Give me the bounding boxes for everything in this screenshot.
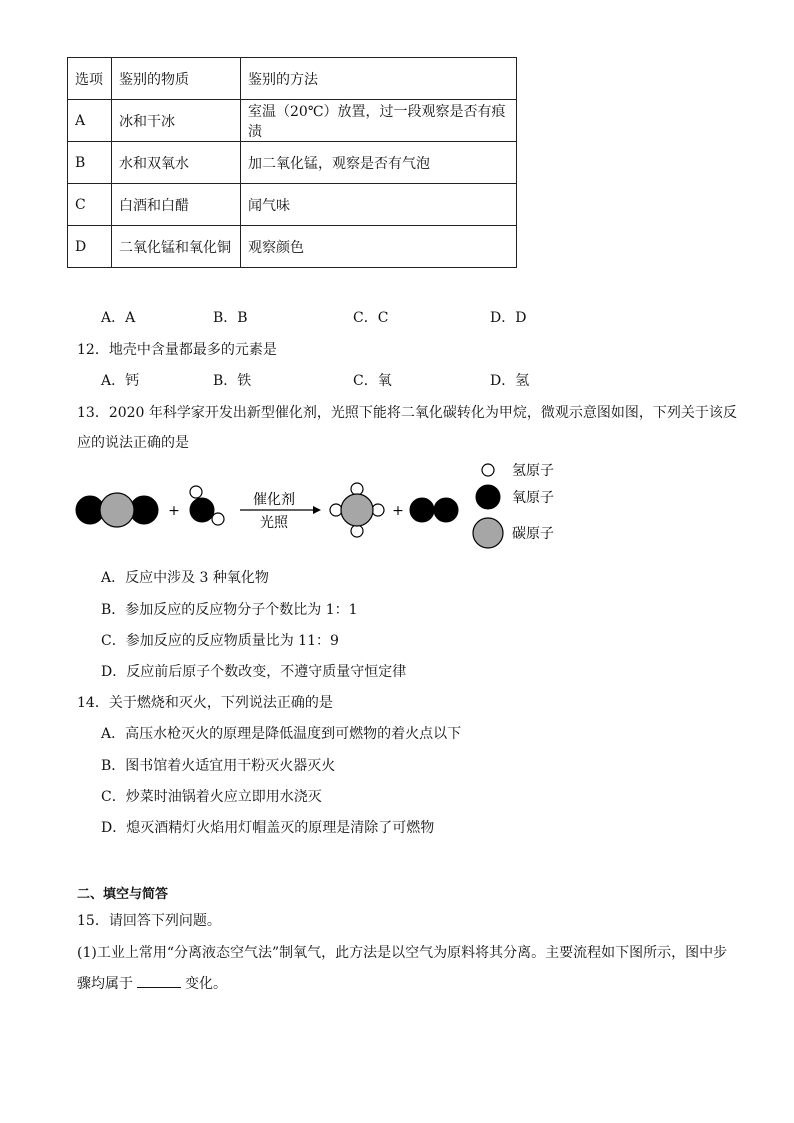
legend-carbon: 碳原子 bbox=[512, 526, 554, 542]
q12-option-b: B．铁 bbox=[213, 373, 252, 389]
table-cell: 冰和干冰 bbox=[112, 100, 241, 142]
table-cell: 白酒和白醋 bbox=[112, 184, 241, 226]
table-cell: B bbox=[68, 142, 112, 184]
hydrogen-atom bbox=[212, 513, 224, 525]
table-cell: D bbox=[68, 226, 112, 268]
hydrogen-legend-icon bbox=[482, 464, 494, 476]
table-row bbox=[68, 226, 517, 268]
table-cell: 水和双氧水 bbox=[112, 142, 241, 184]
q11-option-c: C．C bbox=[353, 310, 389, 326]
table-cell: C bbox=[68, 184, 112, 226]
hydrogen-atom bbox=[190, 486, 202, 498]
carbon-atom bbox=[341, 494, 373, 526]
q15-part1-line2 bbox=[77, 973, 227, 993]
q15-part1-line1: (1)工业上常用“分离液态空气法”制氧气，此方法是以空气为原料将其分离。主要流程如下图所示，图中步 bbox=[77, 945, 728, 961]
ch4-molecule bbox=[330, 483, 384, 537]
atom-legend bbox=[473, 463, 554, 548]
oxygen-atom bbox=[190, 498, 214, 522]
q13-option-d: D．反应前后原子个数改变，不遵守质量守恒定律 bbox=[101, 664, 407, 680]
q13-option-a: A．反应中涉及 3 种氧化物 bbox=[101, 570, 269, 586]
table-cell: 二氧化锰和氧化铜 bbox=[112, 226, 241, 268]
q12-option-c: C．氧 bbox=[353, 373, 392, 389]
table-cell: 加二氧化锰，观察是否有气泡 bbox=[241, 142, 517, 184]
o2-molecule bbox=[410, 498, 458, 522]
q14-stem: 14．关于燃烧和灭火，下列说法正确的是 bbox=[77, 695, 333, 711]
answer-blank[interactable] bbox=[137, 973, 181, 988]
q11-option-b: B．B bbox=[213, 310, 248, 326]
table-row bbox=[68, 100, 517, 142]
table-row bbox=[68, 142, 517, 184]
identification-table bbox=[67, 57, 517, 268]
q12-stem: 12．地壳中含量都最多的元素是 bbox=[77, 342, 277, 358]
hydrogen-atom bbox=[372, 504, 384, 516]
q15-line2-before: 骤均属于 bbox=[77, 976, 133, 992]
catalyst-label: 催化剂 bbox=[253, 492, 295, 508]
table-cell: 闻气味 bbox=[241, 184, 517, 226]
hydrogen-atom bbox=[351, 525, 363, 537]
q13-stem-line2: 应的说法正确的是 bbox=[77, 435, 189, 451]
q11-option-a: A．A bbox=[101, 310, 136, 326]
reaction-diagram bbox=[60, 455, 600, 555]
q11-option-d: D．D bbox=[490, 310, 527, 326]
table-header-cell: 鉴别的物质 bbox=[112, 58, 241, 100]
oxygen-atom bbox=[410, 498, 434, 522]
q15-line2-after: 变化。 bbox=[185, 976, 227, 992]
table-cell: 观察颜色 bbox=[241, 226, 517, 268]
hydrogen-atom bbox=[351, 483, 363, 495]
carbon-atom bbox=[100, 493, 134, 527]
legend-hydrogen: 氢原子 bbox=[512, 463, 554, 479]
table-header-cell: 选项 bbox=[68, 58, 112, 100]
q13-option-c: C．参加反应的反应物质量比为 11：9 bbox=[101, 633, 339, 649]
q12-option-a: A．钙 bbox=[101, 373, 140, 389]
co2-molecule bbox=[76, 493, 158, 527]
table-row bbox=[68, 184, 517, 226]
q13-stem-line1: 13．2020 年科学家开发出新型催化剂，光照下能将二氧化碳转化为甲烷，微观示意图如图，下列关于该反 bbox=[77, 405, 737, 421]
plus-sign: + bbox=[168, 503, 180, 519]
oxygen-atom bbox=[434, 498, 458, 522]
carbon-legend-icon bbox=[473, 518, 503, 548]
table-cell: A bbox=[68, 100, 112, 142]
q14-option-d: D．熄灭酒精灯火焰用灯帽盖灭的原理是清除了可燃物 bbox=[101, 820, 435, 836]
legend-oxygen: 氧原子 bbox=[512, 490, 554, 506]
arrow-head-icon bbox=[313, 506, 321, 514]
section-title: 二、填空与简答 bbox=[77, 887, 169, 902]
q14-option-b: B．图书馆着火适宜用干粉灭火器灭火 bbox=[101, 758, 336, 774]
plus-sign: + bbox=[392, 503, 404, 519]
q15-stem: 15．请回答下列问题。 bbox=[77, 913, 221, 929]
q14-option-a: A．高压水枪灭火的原理是降低温度到可燃物的着火点以下 bbox=[101, 726, 462, 742]
condition-label: 光照 bbox=[260, 515, 288, 531]
q14-option-c: C．炒菜时油锅着火应立即用水浇灭 bbox=[101, 789, 322, 805]
hydrogen-atom bbox=[330, 504, 342, 516]
h2o-molecule bbox=[190, 486, 224, 525]
table-cell: 室温（20℃）放置，过一段观察是否有痕渍 bbox=[241, 100, 517, 142]
table-header-row bbox=[68, 58, 517, 100]
oxygen-legend-icon bbox=[476, 485, 500, 509]
q12-option-d: D．氢 bbox=[490, 373, 530, 389]
table-header-cell: 鉴别的方法 bbox=[241, 58, 517, 100]
q13-option-b: B．参加反应的反应物分子个数比为 1：1 bbox=[101, 602, 358, 618]
